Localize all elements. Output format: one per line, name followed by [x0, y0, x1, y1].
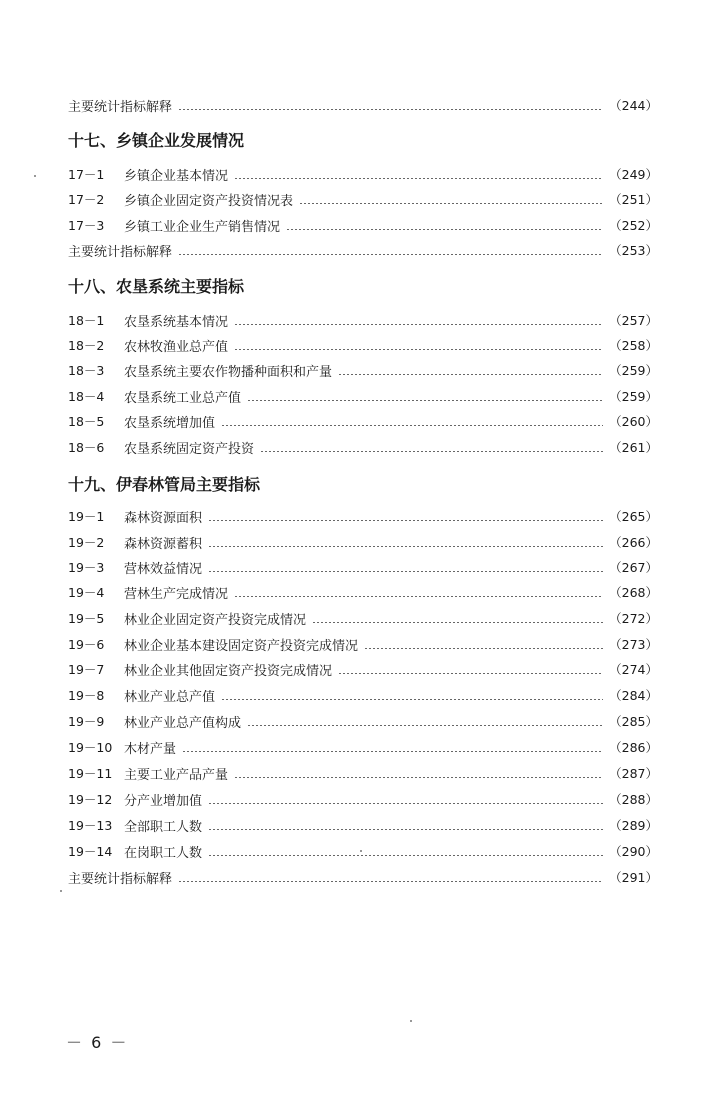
entry-title: 主要统计指标解释: [68, 99, 173, 115]
entry-number: 19－5: [68, 611, 105, 626]
scan-speck: [60, 890, 62, 892]
dot-leader: [299, 203, 603, 204]
entry-page: （290）: [609, 844, 658, 859]
toc-entry[interactable]: [68, 531, 658, 553]
entry-title: 森林资源面积: [124, 510, 203, 526]
entry-number: 19－10: [68, 740, 113, 755]
dot-leader: [338, 374, 603, 375]
toc-entry[interactable]: [68, 385, 658, 407]
toc-entry[interactable]: [68, 309, 658, 331]
dot-leader: [178, 881, 603, 882]
entry-number: 18－4: [68, 389, 105, 404]
entry-number: 19－8: [68, 688, 105, 703]
dot-leader: [234, 596, 603, 597]
dot-leader: [234, 178, 603, 179]
toc-entry[interactable]: [68, 556, 658, 578]
entry-number: 19－13: [68, 818, 113, 833]
entry-number: 17－1: [68, 167, 105, 182]
entry-page: （285）: [609, 714, 658, 729]
toc-entry[interactable]: [68, 710, 658, 732]
toc-entry[interactable]: [68, 94, 658, 116]
entry-title: 营林生产完成情况: [124, 586, 229, 602]
entry-page: （272）: [609, 611, 658, 626]
entry-number: 19－6: [68, 637, 105, 652]
entry-number: 19－12: [68, 792, 113, 807]
entry-page: （251）: [609, 192, 658, 207]
toc-entry[interactable]: [68, 840, 658, 862]
toc-entry[interactable]: [68, 736, 658, 758]
entry-page: （273）: [609, 637, 658, 652]
section-heading: 十八、农垦系统主要指标: [68, 277, 245, 296]
entry-page: （249）: [609, 167, 658, 182]
entry-page: （259）: [609, 389, 658, 404]
dot-leader: [208, 829, 603, 830]
entry-title: 农垦系统固定资产投资: [124, 441, 255, 457]
entry-page: （274）: [609, 662, 658, 677]
entry-page: （289）: [609, 818, 658, 833]
toc-entry[interactable]: [68, 334, 658, 356]
entry-title: 乡镇企业固定资产投资情况表: [124, 193, 294, 209]
entry-number: 19－4: [68, 585, 105, 600]
toc-entry[interactable]: [68, 788, 658, 810]
toc-entry[interactable]: [68, 866, 658, 888]
entry-page: （266）: [609, 535, 658, 550]
dot-leader: [178, 254, 603, 255]
entry-page: （291）: [609, 870, 658, 885]
entry-number: 18－6: [68, 440, 105, 455]
entry-page: （261）: [609, 440, 658, 455]
entry-title: 主要统计指标解释: [68, 871, 173, 887]
scan-speck: [34, 175, 36, 177]
dot-leader: [178, 109, 603, 110]
entry-number: 18－3: [68, 363, 105, 378]
dot-leader: [338, 673, 603, 674]
dot-leader: [208, 520, 603, 521]
entry-page: （258）: [609, 338, 658, 353]
toc-entry[interactable]: [68, 410, 658, 432]
toc-entry[interactable]: [68, 505, 658, 527]
dot-leader: [208, 855, 603, 856]
toc-entry[interactable]: [68, 436, 658, 458]
entry-title: 森林资源蓄积: [124, 536, 203, 552]
entry-number: 18－2: [68, 338, 105, 353]
dot-leader: [364, 648, 603, 649]
dot-leader: [312, 622, 603, 623]
dot-leader: [208, 571, 603, 572]
entry-number: 19－2: [68, 535, 105, 550]
entry-number: 17－3: [68, 218, 105, 233]
entry-number: 19－14: [68, 844, 113, 859]
dot-leader: [286, 229, 603, 230]
entry-title: 营林效益情况: [124, 561, 203, 577]
entry-page: （259）: [609, 363, 658, 378]
entry-number: 17－2: [68, 192, 105, 207]
entry-title: 木材产量: [124, 741, 177, 757]
dot-leader: [182, 751, 603, 752]
entry-title: 分产业增加值: [124, 793, 203, 809]
entry-title: 乡镇企业基本情况: [124, 168, 229, 184]
entry-number: 18－1: [68, 313, 105, 328]
toc-entry[interactable]: [68, 239, 658, 261]
dot-leader: [208, 803, 603, 804]
toc-entry[interactable]: [68, 814, 658, 836]
entry-title: 主要工业产品产量: [124, 767, 229, 783]
scan-speck: [410, 1020, 412, 1022]
dot-leader: [247, 725, 603, 726]
entry-number: 19－11: [68, 766, 113, 781]
entry-page: （252）: [609, 218, 658, 233]
entry-page: （244）: [609, 98, 658, 113]
dot-leader: [234, 349, 603, 350]
entry-title: 主要统计指标解释: [68, 244, 173, 260]
entry-number: 19－3: [68, 560, 105, 575]
dot-leader: [260, 451, 603, 452]
entry-page: （268）: [609, 585, 658, 600]
dot-leader: [208, 546, 603, 547]
entry-title: 农垦系统主要农作物播种面积和产量: [124, 364, 333, 380]
entry-title: 在岗职工人数: [124, 845, 203, 861]
dot-leader: [221, 425, 603, 426]
entry-title: 林业产业总产值构成: [124, 715, 242, 731]
toc-entry[interactable]: [68, 633, 658, 655]
page-number: － 6 －: [66, 1033, 129, 1052]
toc-entry[interactable]: [68, 762, 658, 784]
entry-title: 农垦系统增加值: [124, 415, 216, 431]
entry-page: （288）: [609, 792, 658, 807]
entry-page: （286）: [609, 740, 658, 755]
toc-entry[interactable]: [68, 188, 658, 210]
entry-title: 林业产业总产值: [124, 689, 216, 705]
entry-page: （267）: [609, 560, 658, 575]
entry-page: （287）: [609, 766, 658, 781]
entry-page: （257）: [609, 313, 658, 328]
toc-entry[interactable]: [68, 359, 658, 381]
entry-page: （284）: [609, 688, 658, 703]
dot-leader: [234, 777, 603, 778]
entry-title: 农垦系统工业总产值: [124, 390, 242, 406]
dot-leader: [221, 699, 603, 700]
entry-title: 林业企业基本建设固定资产投资完成情况: [124, 638, 359, 654]
entry-number: 19－9: [68, 714, 105, 729]
toc-entry[interactable]: [68, 658, 658, 680]
toc-entry[interactable]: [68, 684, 658, 706]
entry-title: 农林牧渔业总产值: [124, 339, 229, 355]
entry-number: 19－7: [68, 662, 105, 677]
entry-title: 林业企业其他固定资产投资完成情况: [124, 663, 333, 679]
section-heading: 十七、乡镇企业发展情况: [68, 131, 245, 150]
entry-page: （253）: [609, 243, 658, 258]
section-heading: 十九、伊春林管局主要指标: [68, 475, 261, 494]
toc-entry[interactable]: [68, 607, 658, 629]
entry-page: （265）: [609, 509, 658, 524]
toc-entry[interactable]: [68, 581, 658, 603]
entry-title: 林业企业固定资产投资完成情况: [124, 612, 307, 628]
entry-title: 乡镇工业企业生产销售情况: [124, 219, 281, 235]
toc-entry[interactable]: [68, 214, 658, 236]
entry-title: 农垦系统基本情况: [124, 314, 229, 330]
dot-leader: [247, 400, 603, 401]
scan-speck: [360, 850, 362, 852]
entry-number: 18－5: [68, 414, 105, 429]
toc-entry[interactable]: [68, 163, 658, 185]
dot-leader: [234, 324, 603, 325]
entry-page: （260）: [609, 414, 658, 429]
entry-title: 全部职工人数: [124, 819, 203, 835]
entry-number: 19－1: [68, 509, 105, 524]
